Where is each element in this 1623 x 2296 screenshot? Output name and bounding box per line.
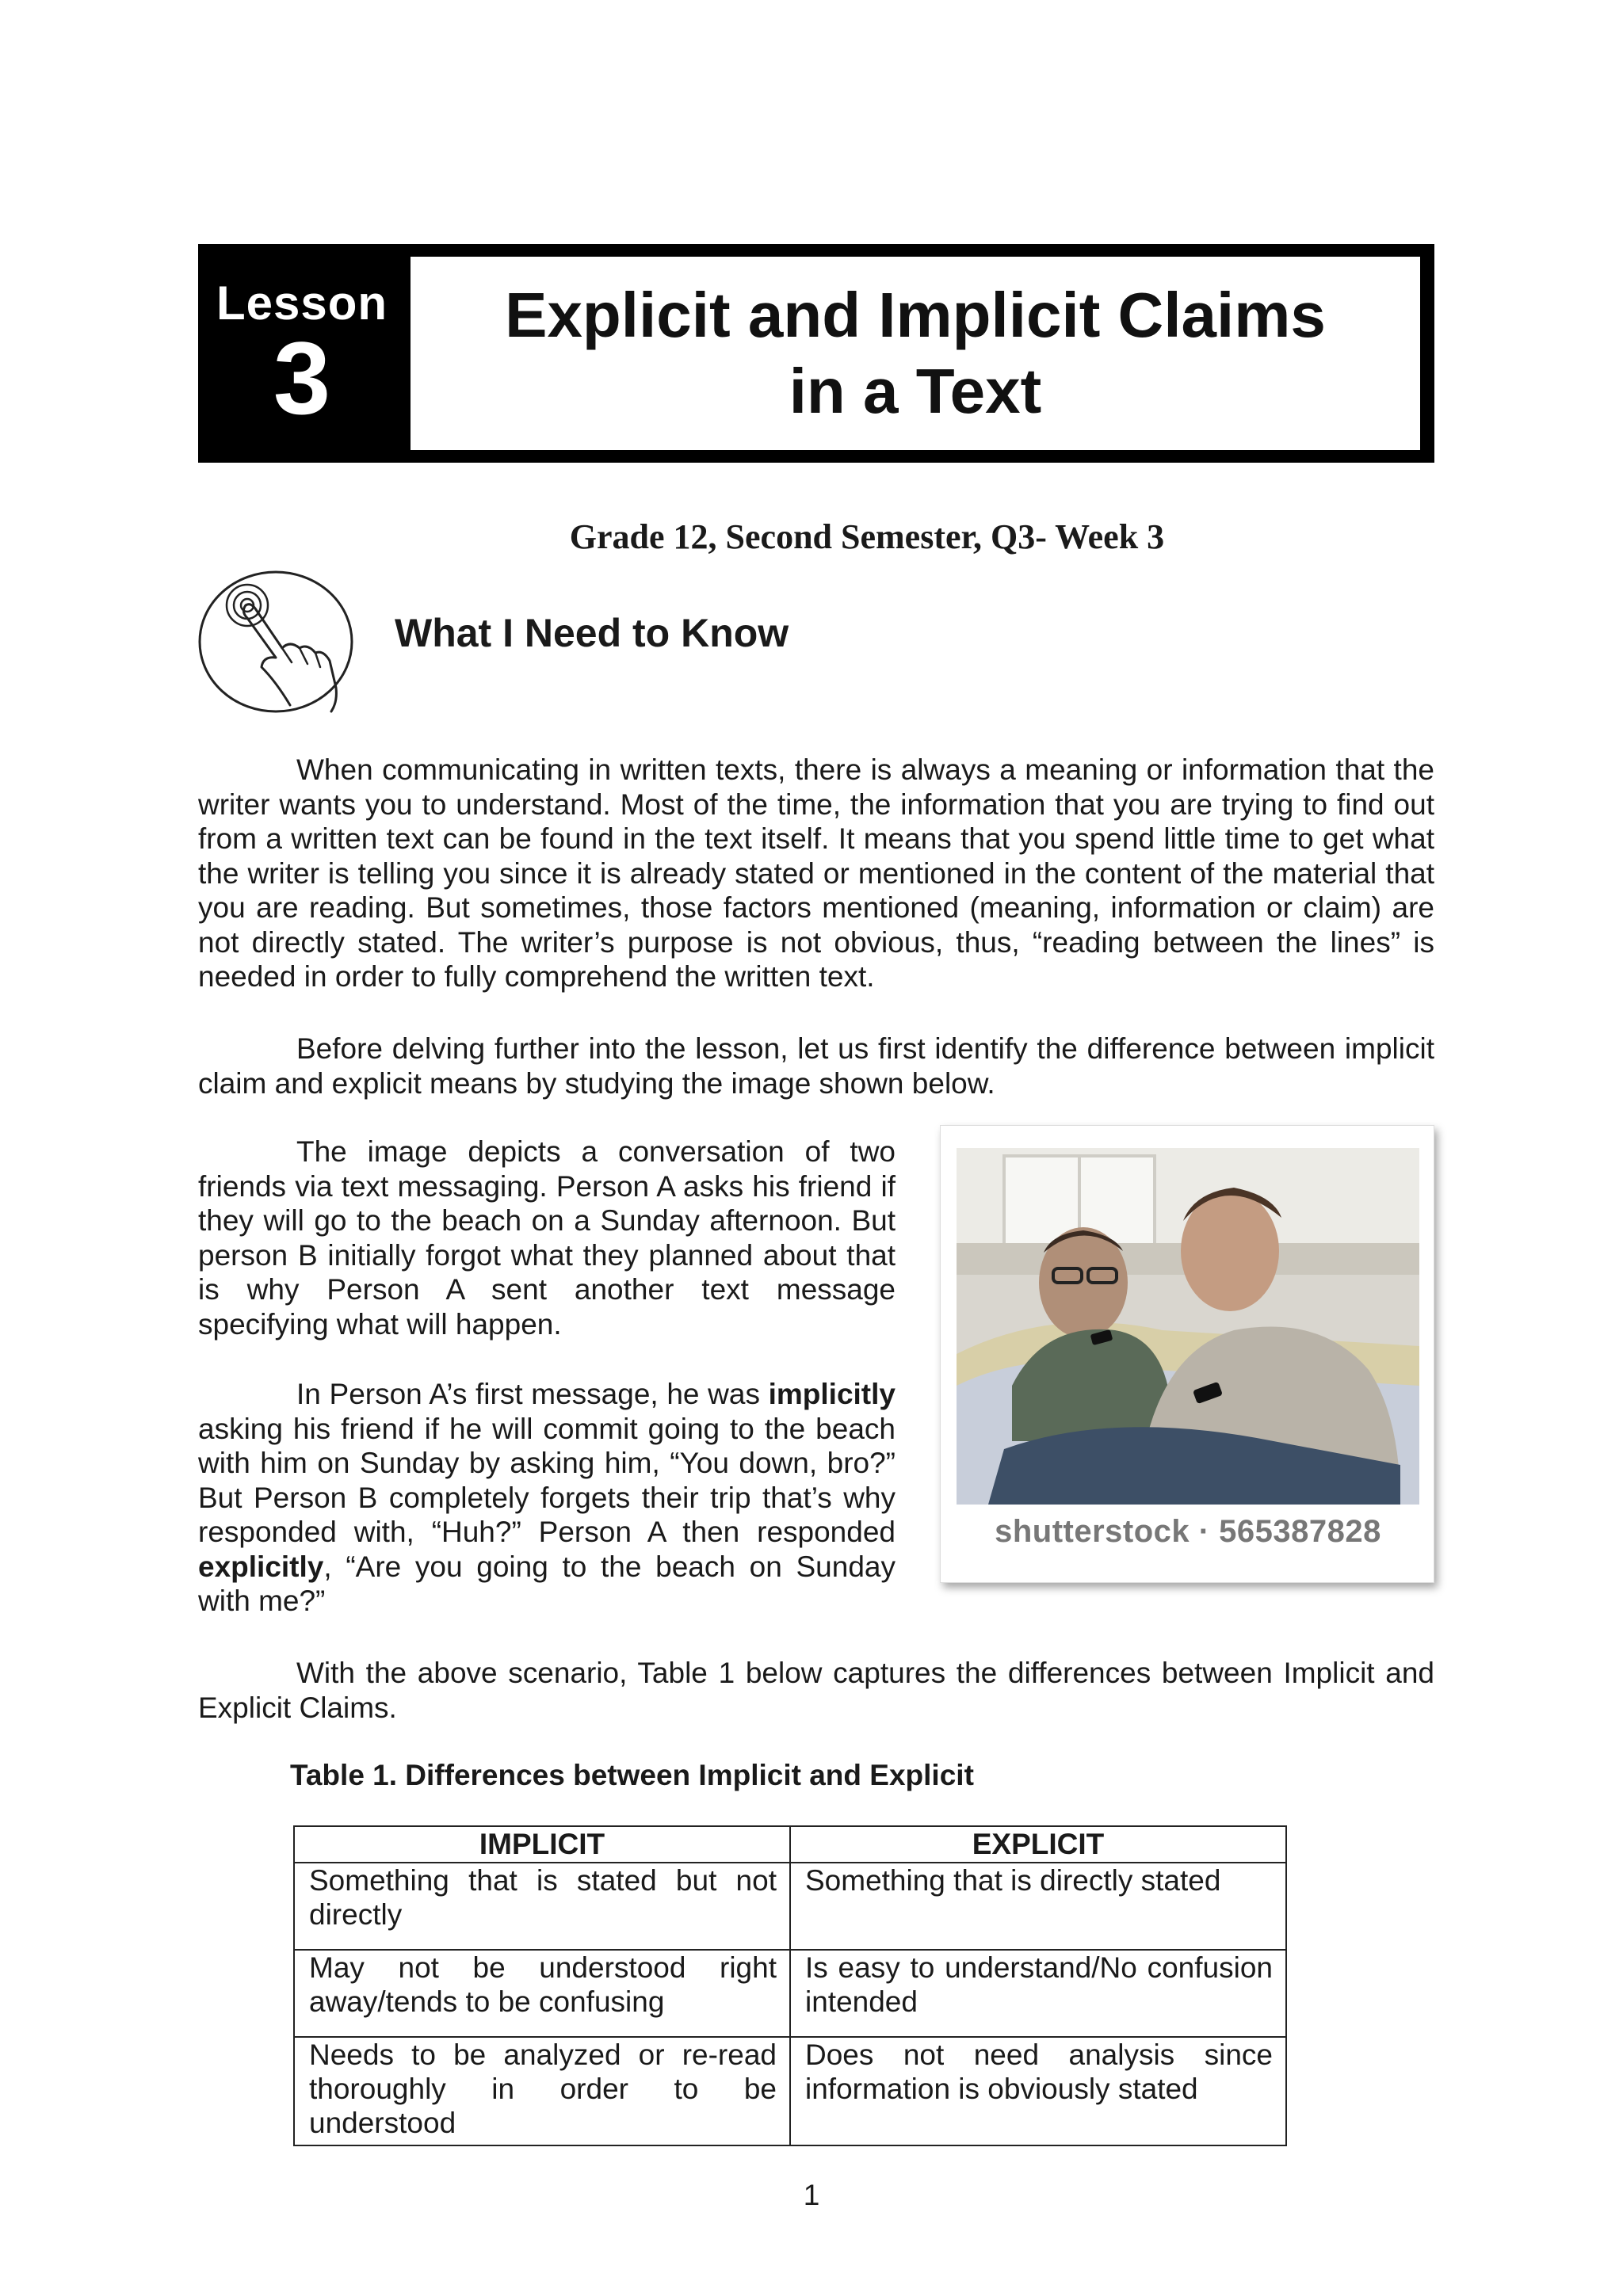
page-number: 1	[803, 2179, 820, 2211]
table-header-row	[294, 1826, 1286, 1863]
lesson-label-box	[198, 244, 406, 463]
hand-tap-icon	[197, 569, 355, 715]
table-row	[294, 1950, 1286, 2037]
two-friends-texting-photo	[957, 1148, 1419, 1505]
scenario-text: With the above scenario, Table 1 below captures the differences between Implicit and Explicit Claims.	[198, 1657, 1434, 1724]
header-explicit: EXPLICIT	[790, 1826, 1286, 1863]
lesson-banner	[198, 244, 1434, 463]
lesson-title-line1: Explicit and Implicit Claims	[505, 280, 1326, 350]
grade-subheader: Grade 12, Second Semester, Q3- Week 3	[569, 517, 1165, 556]
intro-paragraph-text: When communicating in written texts, there is always a meaning or information that the writer wants you to understand. Most of the time, the information that you are trying to find out from a written text can be found in the text itself. It means that you spend little time to get what the writer is telling you since it is already stated or mentioned in the content of the material that you are reading. But sometimes, those factors mentioned (meaning, information or claim) are not directly stated. The writer’s purpose is not obvious, thus, “reading between the lines” is needed in order to fully comprehend the written text.	[198, 753, 1434, 993]
table-cell-explicit: Is easy to understand/No confusion intended	[790, 1950, 1286, 2037]
explanation-text-3: , “Are you going to the beach on Sunday with me?”	[198, 1550, 896, 1617]
implicitly-word: implicitly	[768, 1378, 896, 1410]
lesson-word: Lesson	[216, 277, 388, 330]
explanation-text-1: In Person A’s first message, he was	[296, 1378, 769, 1410]
lesson-title	[505, 277, 1326, 429]
table-cell-explicit: Does not need analysis since information is obviously stated	[790, 2037, 1286, 2145]
table-cell-implicit: Needs to be analyzed or re-read thoroughly in order to be understood	[294, 2037, 790, 2145]
explanation-paragraph	[198, 1377, 896, 1619]
intro-paragraph	[198, 753, 1434, 994]
image-description-text: The image depicts a conversation of two friends via text messaging. Person A asks his friend if they will go to the beach on a Sunday afternoon. But person B initially forgot what they planned about that is why Person A sent another text message specifying what will happen.	[198, 1135, 896, 1341]
section-heading: What I Need to Know	[395, 611, 789, 655]
table-row	[294, 2037, 1286, 2145]
table-cell-explicit: Something that is directly stated	[790, 1863, 1286, 1950]
photo-watermark: shutterstock · 565387828	[995, 1514, 1381, 1549]
table-caption: Table 1. Differences between Implicit and Explicit	[290, 1759, 974, 1791]
table-cell-implicit: Something that is stated but not directly	[294, 1863, 790, 1950]
table-cell-implicit: May not be understood right away/tends to be confusing	[294, 1950, 790, 2037]
header-implicit: IMPLICIT	[294, 1826, 790, 1863]
stock-photo-frame	[940, 1125, 1434, 1583]
lesson-title-box	[411, 257, 1420, 450]
differences-table	[293, 1825, 1287, 2146]
lesson-title-line2: in a Text	[789, 356, 1042, 426]
explanation-text-2: asking his friend if he will commit going to the beach with him on Sunday by asking him, “You down, bro?” But Person B completely forgets their trip that’s why responded with, “Huh?” Person A then responded	[198, 1412, 896, 1548]
scenario-paragraph	[198, 1656, 1434, 1725]
image-description-paragraph	[198, 1135, 896, 1341]
lesson-number: 3	[273, 320, 331, 436]
before-lesson-text: Before delving further into the lesson, let us first identify the difference between implicit claim and explicit means by studying the image shown below.	[198, 1032, 1434, 1100]
explicitly-word: explicitly	[198, 1550, 324, 1583]
table-row	[294, 1863, 1286, 1950]
before-lesson-paragraph	[198, 1032, 1434, 1100]
